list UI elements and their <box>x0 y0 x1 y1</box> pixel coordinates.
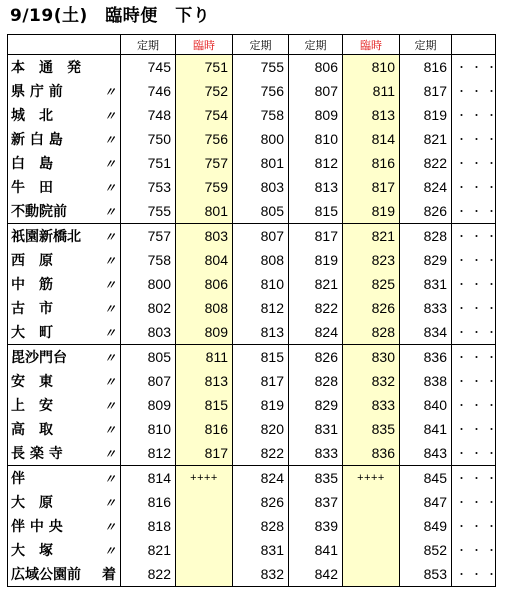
table-row <box>8 393 496 417</box>
continuation-dots: ・・・ <box>452 79 496 103</box>
regular-time-cell: 809 <box>289 103 343 127</box>
table-row <box>8 345 496 370</box>
continuation-dots: ・・・ <box>452 55 496 80</box>
stop-name: 高 取 <box>11 422 53 438</box>
stop-cell <box>8 224 121 249</box>
table-row <box>8 417 496 441</box>
regular-time-cell: 757 <box>121 224 176 249</box>
stop-mark: 〃 <box>103 350 116 365</box>
regular-time-cell: 831 <box>289 417 343 441</box>
column-header-extra: 臨時 <box>343 35 400 55</box>
regular-time-cell: 833 <box>400 296 452 320</box>
stop-cell <box>8 369 121 393</box>
stop-mark: 〃 <box>103 471 116 486</box>
stop-mark: 〃 <box>103 422 116 437</box>
regular-time-cell: 814 <box>121 466 176 491</box>
stop-name: 県 庁 前 <box>11 84 63 100</box>
stop-name: 大 塚 <box>11 543 53 559</box>
column-header-regular: 定期 <box>121 35 176 55</box>
continuation-dots: ・・・ <box>452 417 496 441</box>
regular-time-cell: 828 <box>400 224 452 249</box>
extra-time-cell: 809 <box>176 320 233 345</box>
table-row <box>8 79 496 103</box>
extra-time-cell: 813 <box>343 103 400 127</box>
timetable-body <box>8 55 501 587</box>
stop-mark: 〃 <box>103 156 116 171</box>
stop-cell <box>8 466 121 491</box>
extra-time-cell <box>343 538 400 562</box>
regular-time-cell: 818 <box>121 514 176 538</box>
regular-time-cell: 758 <box>233 103 289 127</box>
stop-cell <box>8 248 121 272</box>
regular-time-cell: 838 <box>400 369 452 393</box>
extra-time-cell: 751 <box>176 55 233 80</box>
extra-time-cell: 830 <box>343 345 400 370</box>
stop-name: 毘沙門台 <box>11 350 67 366</box>
extra-time-cell: 801 <box>176 199 233 224</box>
extra-time-cell: 754 <box>176 103 233 127</box>
extra-time-cell <box>176 538 233 562</box>
extra-time-cell <box>176 514 233 538</box>
regular-time-cell: 805 <box>121 345 176 370</box>
regular-time-cell: 836 <box>400 345 452 370</box>
table-row <box>8 466 496 491</box>
stop-mark: 〃 <box>103 325 116 340</box>
stop-mark: 〃 <box>103 204 116 219</box>
regular-time-cell: 824 <box>400 175 452 199</box>
regular-time-cell: 847 <box>400 490 452 514</box>
extra-time-cell: 756 <box>176 127 233 151</box>
stop-mark: 〃 <box>103 543 116 558</box>
stop-cell <box>8 55 121 80</box>
regular-time-cell: 803 <box>121 320 176 345</box>
regular-time-cell: 813 <box>233 320 289 345</box>
table-row <box>8 272 496 296</box>
continuation-dots: ・・・ <box>452 151 496 175</box>
table-row <box>8 538 496 562</box>
extra-time-cell <box>176 490 233 514</box>
continuation-dots: ・・・ <box>452 175 496 199</box>
regular-time-cell: 806 <box>289 55 343 80</box>
extra-time-cell <box>343 562 400 587</box>
stop-name: 伴 <box>11 471 25 487</box>
regular-time-cell: 810 <box>289 127 343 151</box>
stop-cell <box>8 514 121 538</box>
regular-time-cell: 831 <box>233 538 289 562</box>
regular-time-cell: 751 <box>121 151 176 175</box>
table-row <box>8 514 496 538</box>
stop-cell <box>8 175 121 199</box>
regular-time-cell: 821 <box>400 127 452 151</box>
regular-time-cell: 753 <box>121 175 176 199</box>
regular-time-cell: 812 <box>289 151 343 175</box>
regular-time-cell: 852 <box>400 538 452 562</box>
extra-time-cell: 752 <box>176 79 233 103</box>
table-row <box>8 441 496 466</box>
stop-cell <box>8 490 121 514</box>
extra-time-cell: 815 <box>176 393 233 417</box>
continuation-dots: ・・・ <box>452 466 496 491</box>
stop-name: 牛 田 <box>11 180 53 196</box>
regular-time-cell: 816 <box>400 55 452 80</box>
extra-time-cell: 819 <box>343 199 400 224</box>
continuation-dots: ・・・ <box>452 441 496 466</box>
stop-name: 城 北 <box>11 108 53 124</box>
regular-time-cell: 819 <box>233 393 289 417</box>
regular-time-cell: 843 <box>400 441 452 466</box>
extra-time-cell: 817 <box>176 441 233 466</box>
extra-time-cell: 814 <box>343 127 400 151</box>
continuation-dots: ・・・ <box>452 320 496 345</box>
stop-name: 伴 中 央 <box>11 519 63 535</box>
extra-time-cell: 816 <box>176 417 233 441</box>
regular-time-cell: 812 <box>233 296 289 320</box>
continuation-dots: ・・・ <box>452 224 496 249</box>
regular-time-cell: 755 <box>121 199 176 224</box>
stop-name: 中 筋 <box>11 277 53 293</box>
regular-time-cell: 841 <box>289 538 343 562</box>
regular-time-cell: 805 <box>233 199 289 224</box>
regular-time-cell: 832 <box>233 562 289 587</box>
extra-time-cell: 836 <box>343 441 400 466</box>
continuation-dots: ・・・ <box>452 272 496 296</box>
extra-time-cell: 816 <box>343 151 400 175</box>
stop-name: 長 楽 寺 <box>11 446 63 462</box>
regular-time-cell: 840 <box>400 393 452 417</box>
regular-time-cell: 837 <box>289 490 343 514</box>
regular-time-cell: 853 <box>400 562 452 587</box>
stop-name: 上 安 <box>11 398 53 414</box>
regular-time-cell: 820 <box>233 417 289 441</box>
stop-name: 広域公園前 <box>11 567 81 583</box>
stop-mark: 〃 <box>103 495 116 510</box>
regular-time-cell: 819 <box>289 248 343 272</box>
extra-time-cell: 826 <box>343 296 400 320</box>
regular-time-cell: 845 <box>400 466 452 491</box>
regular-time-cell: 800 <box>233 127 289 151</box>
regular-time-cell: 821 <box>289 272 343 296</box>
stop-name: 白 島 <box>11 156 53 172</box>
extra-time-cell: 817 <box>343 175 400 199</box>
stop-name: 大 原 <box>11 495 53 511</box>
column-header-extra: 臨時 <box>176 35 233 55</box>
table-row <box>8 175 496 199</box>
regular-time-cell: 758 <box>121 248 176 272</box>
regular-time-cell: 829 <box>400 248 452 272</box>
regular-time-cell: 807 <box>233 224 289 249</box>
column-header-regular: 定期 <box>233 35 289 55</box>
stop-name: 安 東 <box>11 374 53 390</box>
continuation-dots: ・・・ <box>452 127 496 151</box>
regular-time-cell: 822 <box>121 562 176 587</box>
regular-time-cell: 822 <box>233 441 289 466</box>
regular-time-cell: 842 <box>289 562 343 587</box>
column-header-regular: 定期 <box>289 35 343 55</box>
extra-time-cell: ++++ <box>343 466 400 491</box>
regular-time-cell: 828 <box>233 514 289 538</box>
extra-time-cell <box>343 514 400 538</box>
regular-time-cell: 815 <box>233 345 289 370</box>
extra-time-cell: 823 <box>343 248 400 272</box>
regular-time-cell: 835 <box>289 466 343 491</box>
regular-time-cell: 839 <box>289 514 343 538</box>
continuation-dots: ・・・ <box>452 562 496 587</box>
extra-time-cell: 811 <box>343 79 400 103</box>
stop-cell <box>8 538 121 562</box>
extra-time-cell: 835 <box>343 417 400 441</box>
continuation-dots: ・・・ <box>452 103 496 127</box>
regular-time-cell: 807 <box>121 369 176 393</box>
stop-mark: 〃 <box>103 301 116 316</box>
extra-time-cell: 828 <box>343 320 400 345</box>
regular-time-cell: 829 <box>289 393 343 417</box>
column-header-more <box>452 35 496 55</box>
regular-time-cell: 802 <box>121 296 176 320</box>
regular-time-cell: 816 <box>121 490 176 514</box>
stop-cell <box>8 393 121 417</box>
stop-name: 不動院前 <box>11 204 67 220</box>
extra-time-cell: 803 <box>176 224 233 249</box>
stop-name: 古 市 <box>11 301 53 317</box>
regular-time-cell: 849 <box>400 514 452 538</box>
table-row <box>8 248 496 272</box>
regular-time-cell: 821 <box>121 538 176 562</box>
table-row <box>8 127 496 151</box>
regular-time-cell: 826 <box>289 345 343 370</box>
stop-cell <box>8 79 121 103</box>
extra-time-cell: 808 <box>176 296 233 320</box>
table-row <box>8 151 496 175</box>
regular-time-cell: 841 <box>400 417 452 441</box>
stop-name: 本 通 発 <box>11 60 81 76</box>
extra-time-cell: 813 <box>176 369 233 393</box>
extra-time-cell: ++++ <box>176 466 233 491</box>
stop-cell <box>8 417 121 441</box>
stop-mark: 〃 <box>103 398 116 413</box>
stop-mark: 〃 <box>103 132 116 147</box>
page-title: 9/19(土) 臨時便 下り <box>10 6 211 26</box>
stop-mark: 着 <box>102 567 116 583</box>
table-row <box>8 224 496 249</box>
regular-time-cell: 745 <box>121 55 176 80</box>
stop-cell <box>8 103 121 127</box>
stop-mark: 〃 <box>103 84 116 99</box>
regular-time-cell: 815 <box>289 199 343 224</box>
stop-name: 西 原 <box>11 253 53 269</box>
stop-mark: 〃 <box>103 446 116 461</box>
continuation-dots: ・・・ <box>452 369 496 393</box>
stop-column-header <box>8 35 121 55</box>
regular-time-cell: 810 <box>121 417 176 441</box>
table-row <box>8 296 496 320</box>
regular-time-cell: 828 <box>289 369 343 393</box>
regular-time-cell: 810 <box>233 272 289 296</box>
stop-mark: 〃 <box>103 229 116 244</box>
continuation-dots: ・・・ <box>452 538 496 562</box>
extra-time-cell <box>176 562 233 587</box>
extra-time-cell: 810 <box>343 55 400 80</box>
stop-name: 新 白 島 <box>11 132 63 148</box>
table-row <box>8 562 496 587</box>
table-row <box>8 55 496 80</box>
table-row <box>8 490 496 514</box>
stop-mark: 〃 <box>103 374 116 389</box>
regular-time-cell: 807 <box>289 79 343 103</box>
extra-time-cell: 825 <box>343 272 400 296</box>
stop-cell <box>8 320 121 345</box>
stop-cell <box>8 296 121 320</box>
regular-time-cell: 819 <box>400 103 452 127</box>
extra-time-cell <box>343 490 400 514</box>
regular-time-cell: 822 <box>289 296 343 320</box>
extra-time-cell: 821 <box>343 224 400 249</box>
regular-time-cell: 813 <box>289 175 343 199</box>
stop-name: 祇園新橋北 <box>11 229 81 245</box>
regular-time-cell: 817 <box>400 79 452 103</box>
column-header-regular: 定期 <box>400 35 452 55</box>
stop-mark: 〃 <box>103 277 116 292</box>
regular-time-cell: 826 <box>233 490 289 514</box>
table-row <box>8 369 496 393</box>
extra-time-cell: 832 <box>343 369 400 393</box>
continuation-dots: ・・・ <box>452 393 496 417</box>
extra-time-cell: 833 <box>343 393 400 417</box>
stop-cell <box>8 345 121 370</box>
regular-time-cell: 817 <box>289 224 343 249</box>
continuation-dots: ・・・ <box>452 199 496 224</box>
extra-time-cell: 811 <box>176 345 233 370</box>
timetable <box>7 34 501 587</box>
stop-cell <box>8 199 121 224</box>
header-row <box>8 35 496 55</box>
regular-time-cell: 800 <box>121 272 176 296</box>
table-row <box>8 103 496 127</box>
regular-time-cell: 824 <box>289 320 343 345</box>
stop-cell <box>8 272 121 296</box>
stop-cell <box>8 127 121 151</box>
stop-mark: 〃 <box>103 253 116 268</box>
stop-mark: 〃 <box>103 180 116 195</box>
continuation-dots: ・・・ <box>452 248 496 272</box>
stop-cell <box>8 151 121 175</box>
extra-time-cell: 804 <box>176 248 233 272</box>
regular-time-cell: 748 <box>121 103 176 127</box>
stop-mark: 〃 <box>103 519 116 534</box>
regular-time-cell: 803 <box>233 175 289 199</box>
extra-time-cell: 759 <box>176 175 233 199</box>
table-row <box>8 320 496 345</box>
regular-time-cell: 822 <box>400 151 452 175</box>
stop-cell <box>8 562 121 587</box>
stop-name: 大 町 <box>11 325 53 341</box>
regular-time-cell: 756 <box>233 79 289 103</box>
regular-time-cell: 817 <box>233 369 289 393</box>
stop-cell <box>8 441 121 466</box>
stop-mark: 〃 <box>103 108 116 123</box>
regular-time-cell: 812 <box>121 441 176 466</box>
table-row <box>8 199 496 224</box>
continuation-dots: ・・・ <box>452 514 496 538</box>
regular-time-cell: 826 <box>400 199 452 224</box>
regular-time-cell: 831 <box>400 272 452 296</box>
extra-time-cell: 806 <box>176 272 233 296</box>
continuation-dots: ・・・ <box>452 296 496 320</box>
continuation-dots: ・・・ <box>452 345 496 370</box>
regular-time-cell: 824 <box>233 466 289 491</box>
continuation-dots: ・・・ <box>452 490 496 514</box>
extra-time-cell: 757 <box>176 151 233 175</box>
regular-time-cell: 809 <box>121 393 176 417</box>
regular-time-cell: 808 <box>233 248 289 272</box>
regular-time-cell: 834 <box>400 320 452 345</box>
regular-time-cell: 755 <box>233 55 289 80</box>
regular-time-cell: 746 <box>121 79 176 103</box>
regular-time-cell: 833 <box>289 441 343 466</box>
regular-time-cell: 750 <box>121 127 176 151</box>
regular-time-cell: 801 <box>233 151 289 175</box>
